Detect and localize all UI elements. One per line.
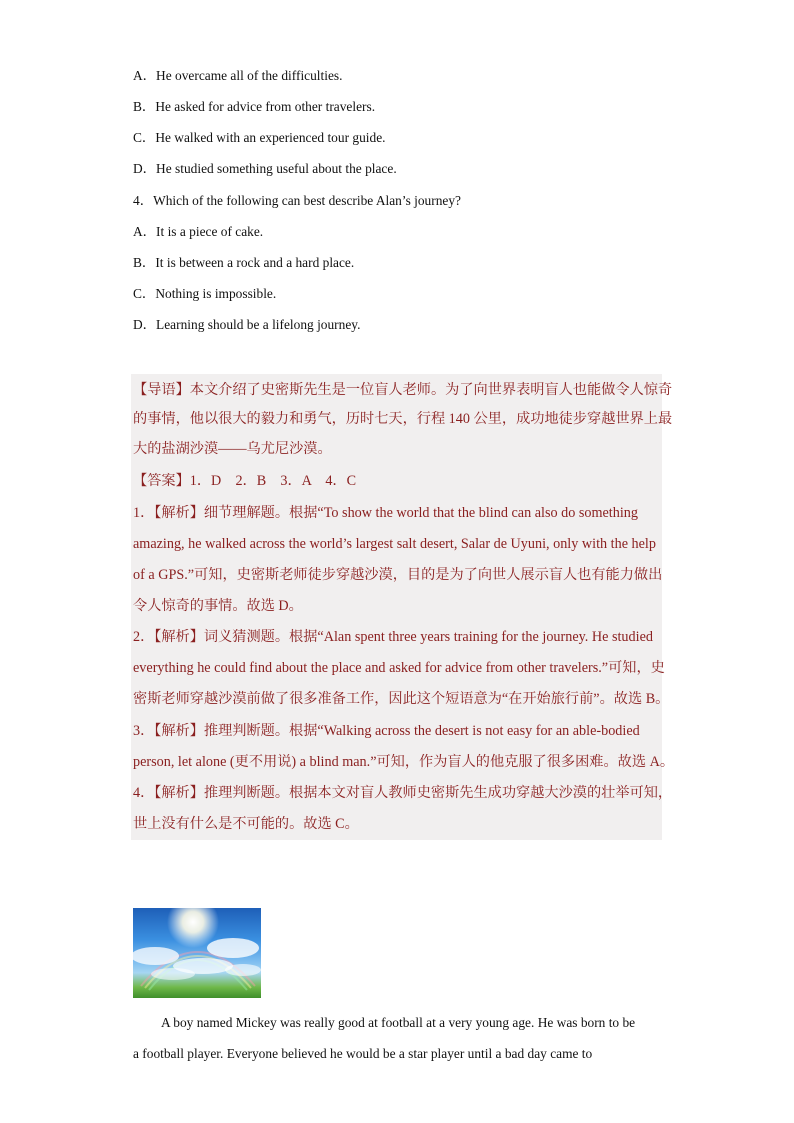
- option-d: D．Learning should be a lifelong journey.: [133, 317, 361, 332]
- answer-line: 【答案】1．D 2．B 3．A 4．C: [133, 473, 357, 489]
- analysis-line: 大的盐湖沙漠——乌尤尼沙漠。: [133, 441, 332, 457]
- sky-rainbow-image: [133, 908, 261, 998]
- sky-illustration: [133, 908, 261, 998]
- analysis-line: 4．【解析】推理判断题。根据本文对盲人教师史密斯先生成功穿越大沙漠的壮举可知，: [133, 785, 673, 801]
- question-stem: 4．Which of the following can best describe Alan’s journey?: [133, 193, 461, 208]
- option-c: C．He walked with an experienced tour guide.: [133, 130, 386, 145]
- analysis-line: person, let alone (更不用说) a blind man.”可知，作为盲人的他克服了很多困难。故选 A。: [133, 754, 675, 770]
- option-a: A．It is a piece of cake.: [133, 224, 264, 239]
- analysis-line: amazing, he walked across the world’s largest salt desert, Salar de Uyuni, only with the help: [133, 536, 656, 552]
- analysis-line: 2．【解析】词义猜测题。根据“Alan spent three years training for the journey. He studied: [133, 629, 653, 645]
- passage-line: a football player. Everyone believed he would be a star player until a bad day came to: [133, 1046, 593, 1061]
- analysis-line: 世上没有什么是不可能的。故选 C。: [133, 816, 359, 832]
- analysis-line: 令人惊奇的事情。故选 D。: [133, 598, 303, 614]
- analysis-line: 密斯老师穿越沙漠前做了很多准备工作，因此这个短语意为“在开始旅行前”。故选 B。: [133, 691, 670, 707]
- analysis-line: 3．【解析】推理判断题。根据“Walking across the desert is not easy for an able-bodied: [133, 723, 640, 739]
- passage-line: A boy named Mickey was really good at football at a very young age. He was born to be: [161, 1015, 636, 1030]
- option-d: D．He studied something useful about the place.: [133, 161, 397, 176]
- analysis-line: 1．【解析】细节理解题。根据“To show the world that the blind can also do something: [133, 505, 638, 521]
- option-b: B．He asked for advice from other travelers.: [133, 99, 376, 114]
- analysis-line: of a GPS.”可知，史密斯老师徒步穿越沙漠，目的是为了向世人展示盲人也有能力做出: [133, 567, 663, 583]
- analysis-line: everything he could find about the place and asked for advice from other travelers.”可知，史: [133, 660, 665, 676]
- option-c: C．Nothing is impossible.: [133, 286, 277, 301]
- analysis-line: 【导语】本文介绍了史密斯先生是一位盲人老师。为了向世界表明盲人也能做令人惊奇: [133, 382, 673, 398]
- analysis-line: 的事情，他以很大的毅力和勇气，历时七天，行程 140 公里，成功地徒步穿越世界上最: [133, 411, 673, 427]
- option-a: A．He overcame all of the difficulties.: [133, 68, 343, 83]
- option-b: B．It is between a rock and a hard place.: [133, 255, 355, 270]
- analysis-box: [131, 374, 675, 840]
